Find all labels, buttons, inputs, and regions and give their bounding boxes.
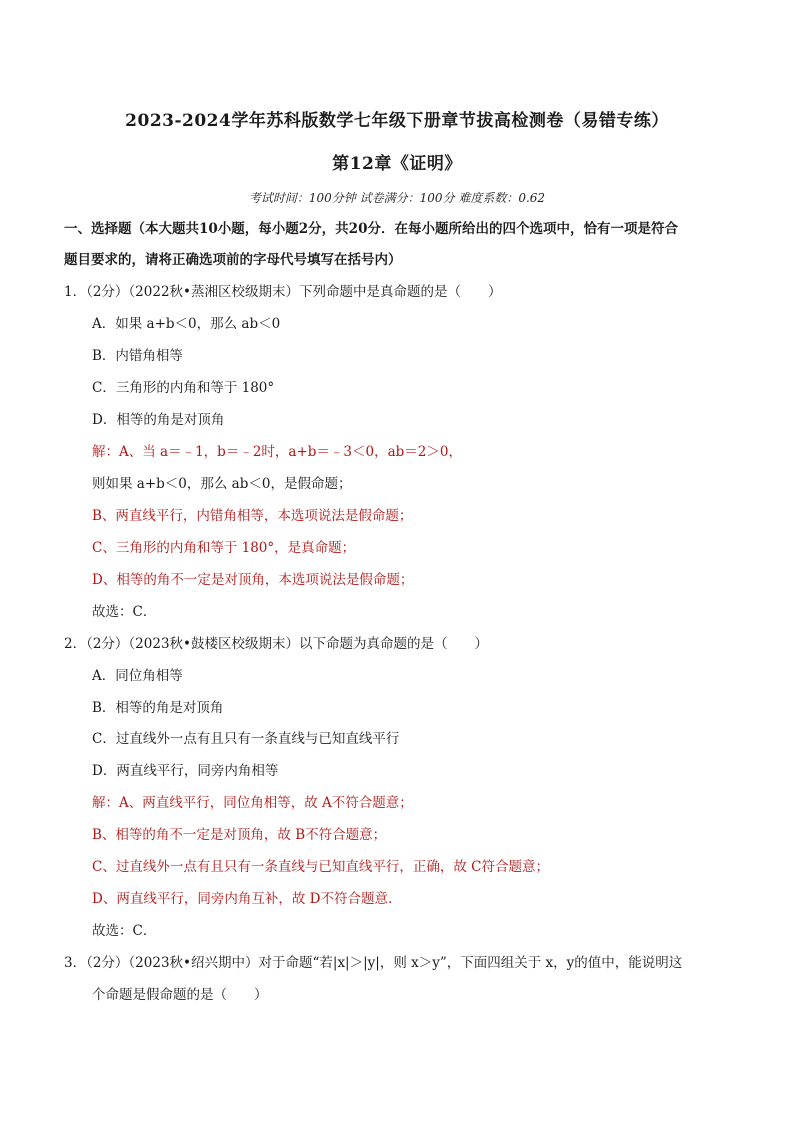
q2-option-c: C．过直线外一点有且只有一条直线与已知直线平行 [92,731,400,747]
q2-solution-line: D、两直线平行，同旁内角互补，故 D不符合题意． [92,891,402,907]
q1-option-d: D．相等的角是对顶角 [92,412,225,428]
q2-stem: 2．（2分）（2023秋•鼓楼区校级期末）以下命题为真命题的是（ ） [64,636,488,652]
q3-stem-line2: 个命题是假命题的是（ ） [92,987,268,1003]
section-heading-line2: 题目要求的，请将正确选项前的字母代号填写在括号内） [64,252,402,268]
exam-title: 2023-2024学年苏科版数学七年级下册章节拔高检测卷（易错专练） [125,111,669,131]
q1-solution-line: C、三角形的内角和等于 180°，是真命题； [92,540,356,556]
q1-solution-line: 则如果 a+b＜0，那么 ab＜0，是假命题； [92,476,352,492]
q2-solution-line: B、相等的角不一定是对顶角，故 B不符合题意； [92,827,387,843]
q1-answer: 故选：C． [92,604,157,620]
chapter-title: 第12章《证明》 [332,154,462,174]
q2-solution-line: 解：A、两直线平行，同位角相等，故 A不符合题意； [92,795,413,811]
q3-stem-line1: 3．（2分）（2023秋•绍兴期中）对于命题“若|x|＞|y|，则 x＞y”，下面四组关于 x，y的值中，能说明这 [64,955,683,971]
q2-option-d: D．两直线平行，同旁内角相等 [92,763,279,779]
q1-solution-line: D、相等的角不一定是对顶角，本选项说法是假命题； [92,572,414,588]
q1-solution-line: B、两直线平行，内错角相等，本选项说法是假命题； [92,508,413,524]
q1-option-b: B．内错角相等 [92,348,183,364]
section-heading-line1: 一、选择题（本大题共10小题，每小题2分，共20分．在每小题所给出的四个选项中，恰有一项是符合 [64,221,678,237]
q2-option-a: A．同位角相等 [92,668,183,684]
q1-solution-line: 解：A、当 a＝﹣1，b＝﹣2时，a+b＝﹣3＜0，ab＝2＞0， [92,444,462,460]
q2-solution-line: C、过直线外一点有且只有一条直线与已知直线平行，正确，故 C符合题意； [92,859,549,875]
q1-stem: 1．（2分）（2022秋•蒸湘区校级期末）下列命题中是真命题的是（ ） [64,284,502,300]
exam-meta: 考试时间：100分钟 试卷满分：100分 难度系数：0.62 [248,191,546,205]
q1-option-a: A．如果 a+b＜0，那么 ab＜0 [92,316,281,332]
q2-option-b: B．相等的角是对顶角 [92,700,224,716]
q1-option-c: C．三角形的内角和等于 180° [92,380,275,396]
q2-answer: 故选：C． [92,923,157,939]
